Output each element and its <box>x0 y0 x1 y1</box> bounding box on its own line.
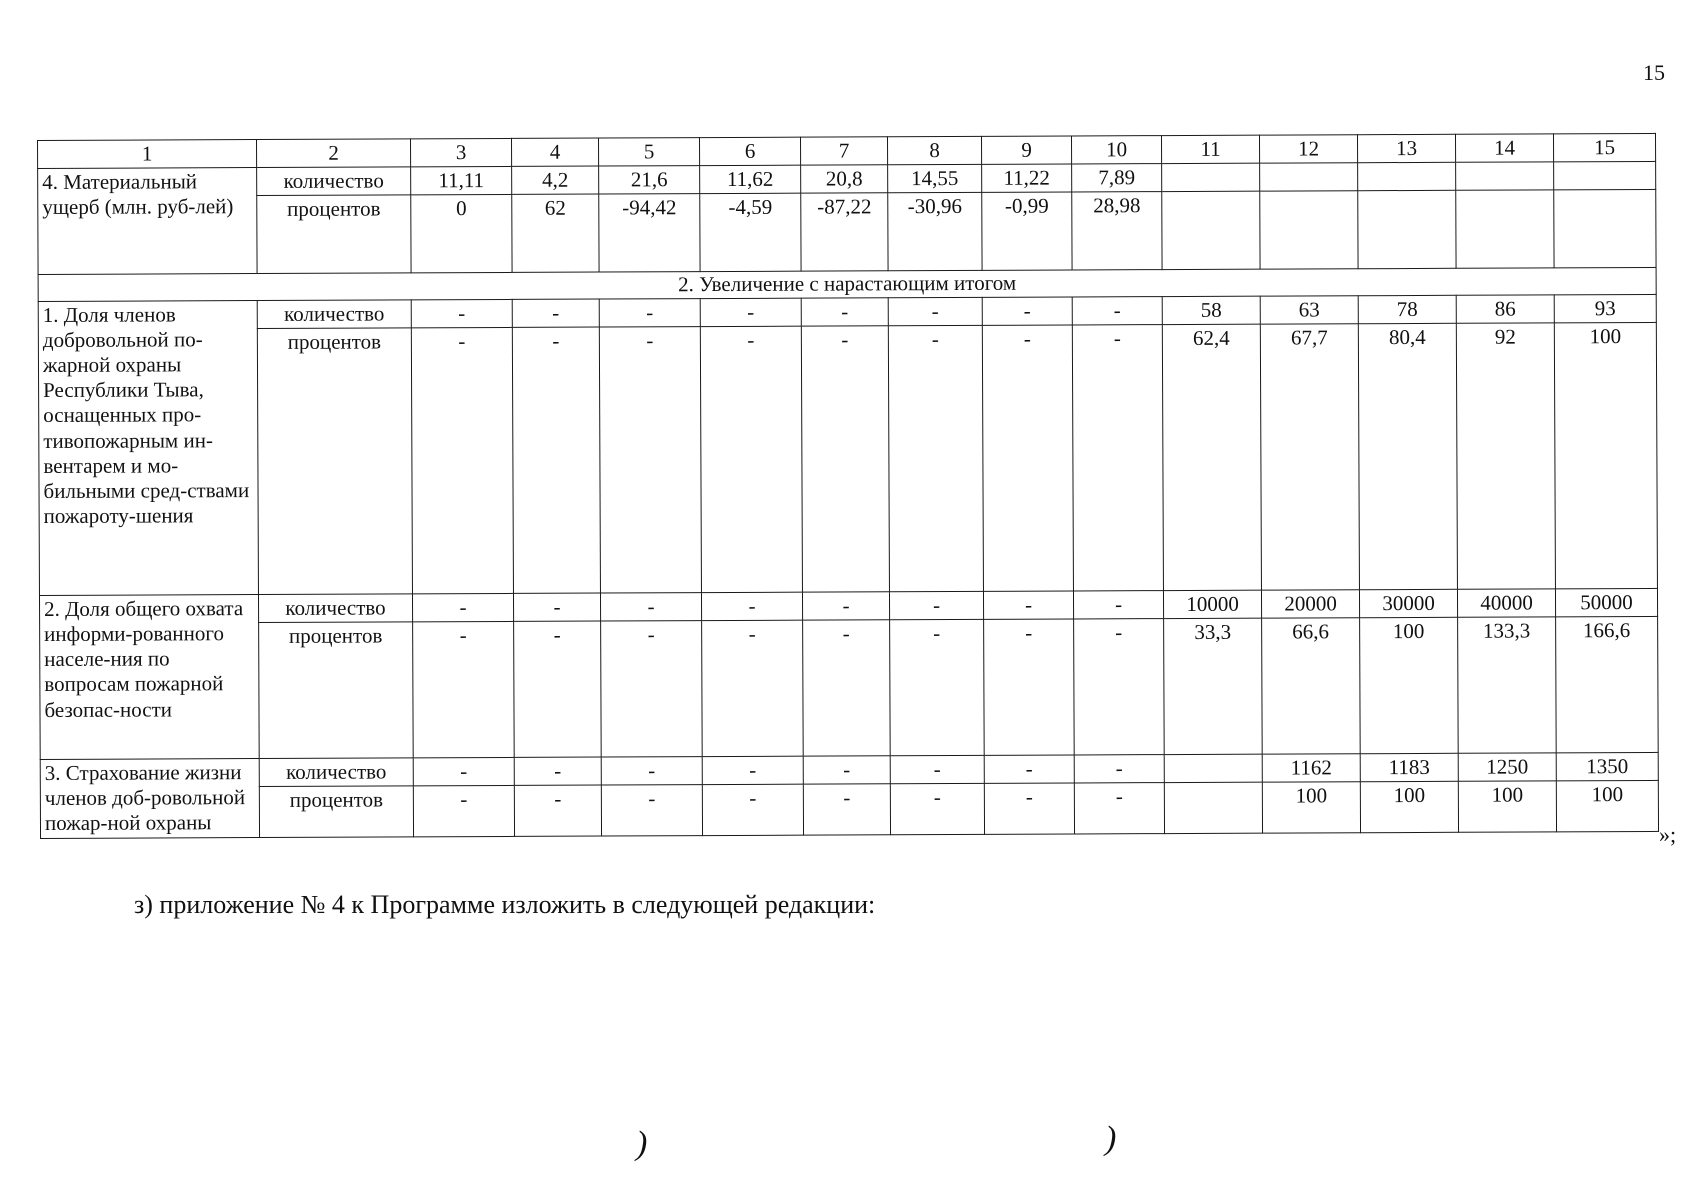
page-number: 15 <box>1643 60 1665 85</box>
value-cell: - <box>702 756 803 785</box>
value-cell: - <box>802 592 889 621</box>
column-number-cell: 6 <box>699 137 800 166</box>
value-cell <box>1358 191 1456 269</box>
value-cell: - <box>1074 619 1165 755</box>
unit-cell: количество <box>259 758 413 787</box>
value-cell: 58 <box>1162 296 1260 325</box>
table-row <box>40 781 1658 839</box>
value-cell: - <box>413 621 515 757</box>
value-cell: 30000 <box>1359 589 1457 618</box>
value-cell: - <box>888 325 983 591</box>
unit-cell: процентов <box>257 195 411 274</box>
value-cell: - <box>982 297 1072 326</box>
value-cell: -30,96 <box>888 193 982 271</box>
column-number-cell: 10 <box>1071 136 1161 165</box>
value-cell: - <box>983 591 1073 620</box>
column-number-cell: 11 <box>1161 135 1259 164</box>
value-cell: 50000 <box>1555 588 1657 617</box>
value-cell: - <box>982 325 1073 591</box>
value-cell: - <box>700 326 802 592</box>
indicator-cell: 3. Страхование жизни членов доб-ровольной пожар-ной охраны <box>40 758 259 838</box>
value-cell: - <box>601 621 703 757</box>
value-cell <box>1260 163 1358 192</box>
value-cell: - <box>413 786 514 837</box>
value-cell: - <box>984 755 1074 784</box>
value-cell: - <box>1074 783 1164 834</box>
value-cell: 7,89 <box>1072 164 1162 193</box>
handwritten-mark: ) <box>636 1125 648 1162</box>
value-cell: 11,62 <box>700 165 801 194</box>
indicator-cell: 2. Доля общего охвата информи-рованного населе-ния по вопросам пожарной безопас-ности <box>39 594 259 759</box>
value-cell: - <box>599 298 700 327</box>
closing-quote: »; <box>1659 822 1677 847</box>
value-cell: - <box>599 326 701 592</box>
value-cell <box>1162 163 1260 192</box>
value-cell: - <box>601 757 702 786</box>
handwritten-mark: ) <box>1105 1120 1117 1157</box>
value-cell <box>1554 162 1656 191</box>
value-cell: 100 <box>1554 322 1657 588</box>
column-number-cell: 14 <box>1455 134 1553 163</box>
value-cell: 14,55 <box>888 165 982 194</box>
value-cell: 11,11 <box>411 167 512 196</box>
value-cell <box>1358 162 1456 191</box>
value-cell: -4,59 <box>700 194 801 272</box>
value-cell: - <box>411 327 513 593</box>
section-title: 2. Увеличение с нарастающим итогом <box>38 268 1656 301</box>
column-number-cell: 7 <box>800 137 887 166</box>
value-cell: 33,3 <box>1164 618 1263 754</box>
value-cell: -87,22 <box>801 193 888 271</box>
column-number-cell: 12 <box>1259 135 1357 164</box>
value-cell: 62 <box>512 194 599 272</box>
value-cell: 1250 <box>1458 753 1556 782</box>
value-cell: - <box>889 591 983 620</box>
value-cell: 100 <box>1262 782 1360 833</box>
value-cell: 166,6 <box>1556 616 1659 752</box>
value-cell: - <box>512 299 599 328</box>
value-cell: 100 <box>1360 781 1458 832</box>
value-cell <box>1164 782 1262 833</box>
value-cell: - <box>413 757 514 786</box>
value-cell: - <box>702 784 803 835</box>
value-cell: 86 <box>1456 294 1554 323</box>
value-cell: 20,8 <box>801 165 888 194</box>
value-cell: - <box>801 326 889 592</box>
value-cell <box>1456 190 1554 268</box>
value-cell: 100 <box>1556 781 1658 832</box>
unit-cell: процентов <box>259 786 413 838</box>
value-cell: 100 <box>1458 781 1556 832</box>
value-cell: - <box>702 620 804 756</box>
column-number-cell: 8 <box>887 136 981 165</box>
value-cell: - <box>1073 590 1163 619</box>
value-cell: - <box>803 756 890 785</box>
value-cell: - <box>514 785 601 836</box>
value-cell: 11,22 <box>982 164 1072 193</box>
value-cell: - <box>412 593 513 622</box>
value-cell: - <box>890 783 984 834</box>
value-cell: -94,42 <box>599 194 700 272</box>
value-cell: - <box>514 757 601 786</box>
indicator-cell: 1. Доля членов добровольной по-жарной охраны Республики Тыва, оснащенных про-тивопожарным ин-вентарем и мо-бильными сред-ствами пожароту-шения <box>38 300 258 595</box>
column-number-cell: 9 <box>981 136 1071 165</box>
value-cell: 20000 <box>1261 589 1359 618</box>
value-cell: - <box>803 620 891 756</box>
value-cell: 28,98 <box>1072 192 1162 270</box>
value-cell <box>1456 162 1554 191</box>
value-cell: - <box>984 783 1074 834</box>
value-cell <box>1164 754 1262 783</box>
value-cell: - <box>1072 324 1163 590</box>
value-cell: - <box>700 298 801 327</box>
value-cell: - <box>803 784 890 835</box>
value-cell: - <box>701 592 802 621</box>
value-cell: - <box>1074 755 1164 784</box>
value-cell: 1350 <box>1556 752 1658 781</box>
value-cell: 100 <box>1360 617 1459 753</box>
value-cell: - <box>984 619 1075 755</box>
value-cell: - <box>890 755 984 784</box>
unit-cell: процентов <box>259 622 414 759</box>
value-cell: 78 <box>1358 295 1456 324</box>
column-number-cell: 13 <box>1357 134 1455 163</box>
value-cell: 62,4 <box>1162 324 1261 590</box>
column-number-cell: 15 <box>1553 133 1655 162</box>
table-row <box>38 322 1657 595</box>
unit-cell: количество <box>257 167 411 196</box>
value-cell: - <box>890 619 985 755</box>
value-cell: 63 <box>1260 295 1358 324</box>
unit-cell: количество <box>257 299 411 328</box>
indicators-table <box>37 133 1659 839</box>
column-number-cell: 3 <box>410 138 511 167</box>
column-number-cell: 2 <box>257 139 411 168</box>
value-cell: 93 <box>1554 294 1656 323</box>
table-row <box>38 190 1656 275</box>
value-cell: - <box>513 593 600 622</box>
value-cell: 10000 <box>1163 590 1261 619</box>
value-cell: 67,7 <box>1260 323 1359 589</box>
column-number-cell: 5 <box>598 138 699 167</box>
value-cell <box>1554 190 1656 268</box>
value-cell: - <box>1072 296 1162 325</box>
value-cell <box>1162 192 1260 270</box>
value-cell: 0 <box>411 195 512 273</box>
value-cell: - <box>888 297 982 326</box>
table-container <box>37 133 1659 839</box>
value-cell: 80,4 <box>1358 323 1457 589</box>
instruction-text: з) приложение № 4 к Программе изложить в следующей редакции: <box>134 890 876 919</box>
value-cell: - <box>411 299 512 328</box>
indicator-cell: 4. Материальный ущерб (млн. руб-лей) <box>38 168 257 275</box>
value-cell: -0,99 <box>982 192 1072 270</box>
value-cell: 133,3 <box>1458 617 1557 753</box>
value-cell <box>1260 191 1358 269</box>
table-body <box>38 133 1659 838</box>
value-cell: 92 <box>1456 323 1555 589</box>
unit-cell: процентов <box>257 328 412 595</box>
table-row <box>40 616 1659 759</box>
value-cell: - <box>514 621 602 757</box>
column-number-cell: 4 <box>511 138 598 167</box>
value-cell: - <box>801 297 888 326</box>
value-cell: - <box>512 327 600 593</box>
value-cell: 4,2 <box>512 166 599 195</box>
value-cell: - <box>600 592 701 621</box>
value-cell: 40000 <box>1457 589 1555 618</box>
value-cell: 66,6 <box>1262 618 1361 754</box>
value-cell: 1183 <box>1360 753 1458 782</box>
unit-cell: количество <box>258 594 412 623</box>
value-cell: 21,6 <box>599 166 700 195</box>
value-cell: - <box>601 785 702 836</box>
value-cell: 1162 <box>1262 754 1360 783</box>
column-number-cell: 1 <box>38 140 257 169</box>
